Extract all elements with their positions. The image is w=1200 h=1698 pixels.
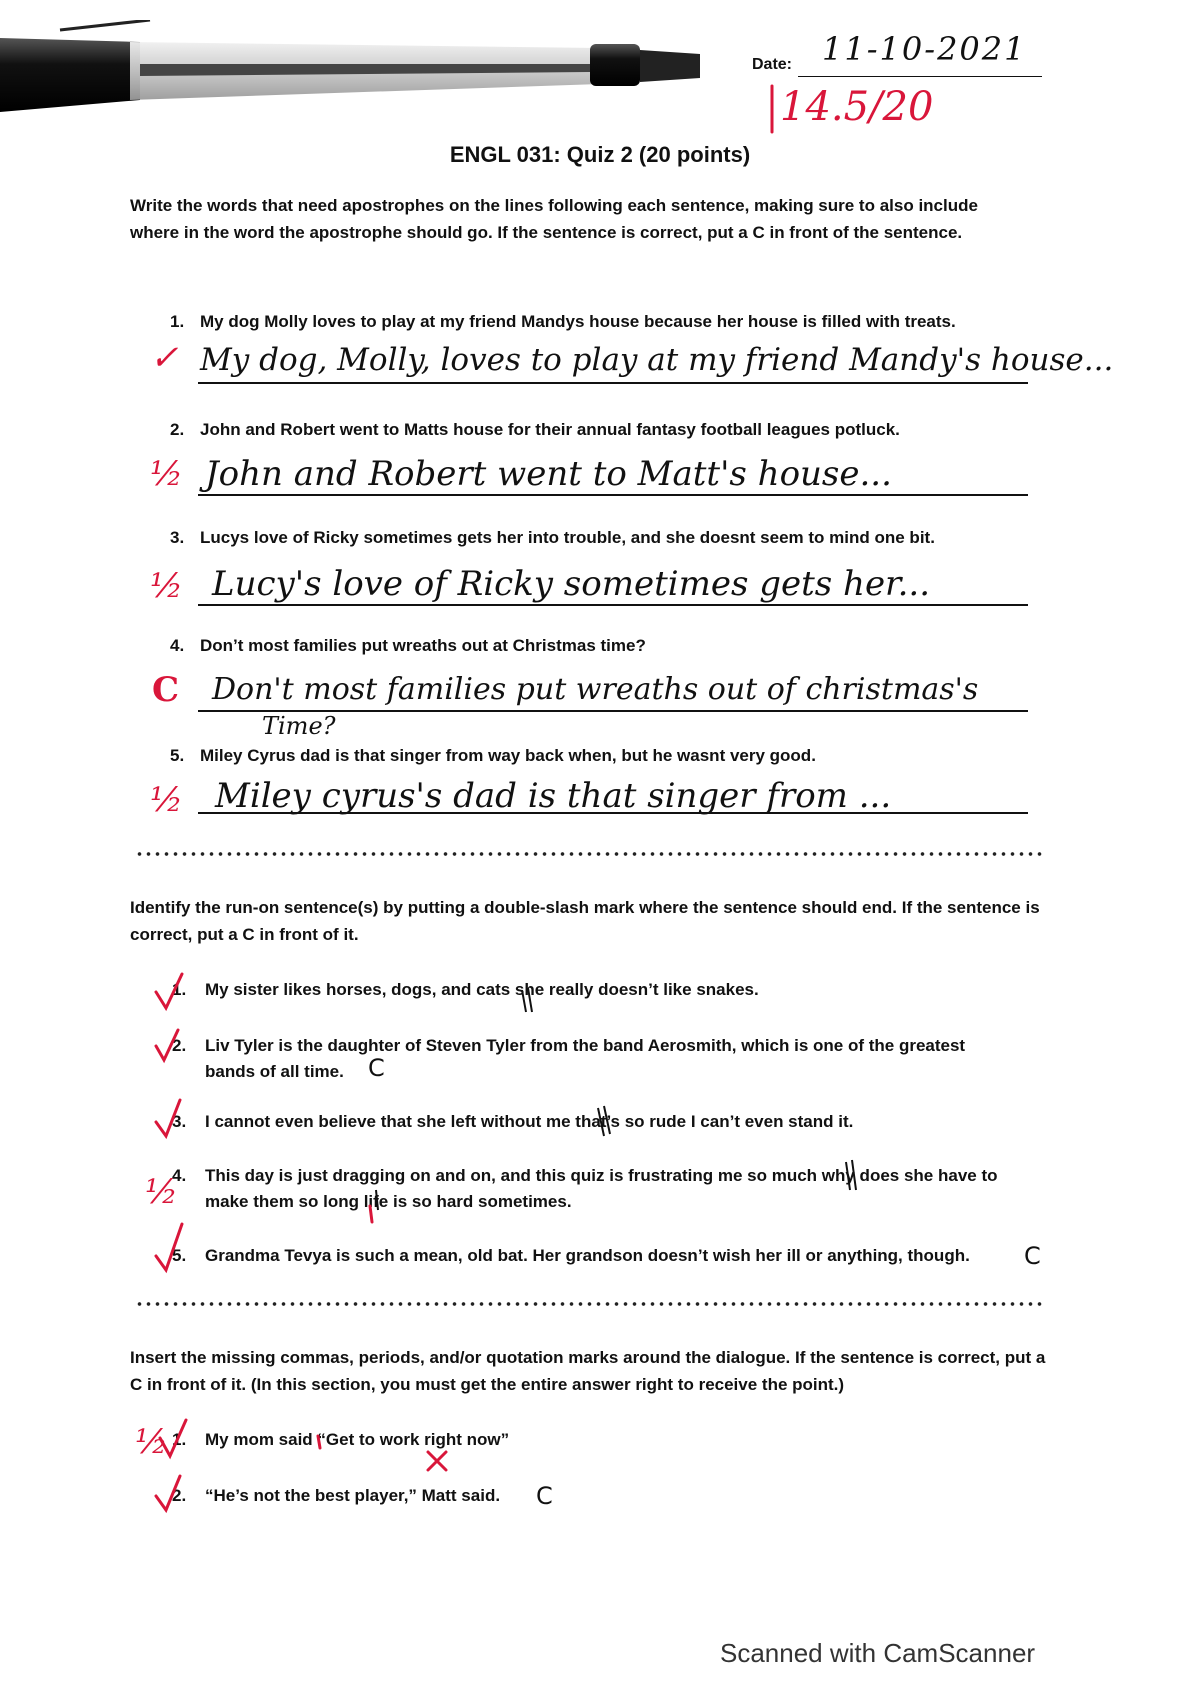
s3-item1-text: My mom said “Get to work right now”: [205, 1430, 510, 1449]
s1-item3-text: Lucys love of Ricky sometimes gets her into trouble, and she doesnt seem to mind one bit.: [200, 528, 935, 547]
s3-item1-check: [160, 1420, 186, 1456]
s2-item3-check: [156, 1100, 180, 1136]
s1-item5-number: 5.: [170, 746, 185, 765]
s3-item1-number: 1.: [172, 1430, 187, 1449]
section2-instructions: Identify the run-on sentence(s) by putting a double-slash mark where the sentence should end. If the sentence is correct, put a C in front of it.: [130, 898, 1040, 944]
s1-item1-grade: ✓: [150, 338, 179, 378]
s3-item2-text: “He’s not the best player,” Matt said.: [205, 1486, 501, 1505]
s3-item2-c-mark: C: [536, 1482, 553, 1510]
s1-item1-text: My dog Molly loves to play at my friend Mandys house because her house is filled with treats.: [200, 312, 956, 331]
s3-item1-grade: ½: [135, 1422, 168, 1462]
s2-item4-number: 4.: [172, 1166, 187, 1185]
s1-item5-grade: ½: [150, 780, 183, 820]
s1-item4-answer: Don't most families put wreaths out of christmas's: [212, 672, 979, 707]
s2-item1-text: My sister likes horses, dogs, and cats she really doesn’t like snakes.: [205, 980, 759, 999]
s3-comma-mark: [318, 1436, 320, 1448]
s2-item2-check: [156, 1030, 178, 1060]
s3-item2-check: [156, 1476, 180, 1510]
s1-item2-grade: ½: [150, 454, 183, 494]
s1-item3-answer: Lucy's love of Ricky sometimes gets her...: [212, 564, 931, 604]
s2-item4-caret: [370, 1206, 372, 1222]
s1-item3-grade: ½: [150, 566, 183, 606]
s2-item3-text: I cannot even believe that she left without me that’s so rude I can’t even stand it.: [205, 1112, 854, 1131]
s2-item5-number: 5.: [172, 1246, 187, 1265]
s1-item1-number: 1.: [170, 312, 185, 331]
s3-item2-number: 2.: [172, 1486, 187, 1505]
date-value: 11-10-2021: [822, 30, 1027, 68]
s2-item2-text-cont: bands of all time.: [205, 1062, 344, 1081]
s2-item4-single-slash: [376, 1190, 378, 1210]
s2-item2-c-mark: C: [368, 1054, 385, 1082]
s1-item4-text: Don’t most families put wreaths out at Christmas time?: [200, 636, 646, 655]
s2-item4-text: This day is just dragging on and on, and this quiz is frustrating me so much why does she have to: [205, 1166, 998, 1185]
s2-item4-double-slash: [846, 1160, 856, 1190]
s2-item1-number: 1.: [172, 980, 187, 999]
s1-item4-grade: C: [152, 670, 180, 710]
s1-item2-text: John and Robert went to Matts house for their annual fantasy football leagues potluck.: [200, 420, 900, 439]
section1-instructions: Write the words that need apostrophes on the lines following each sentence, making sure to also include where in the word the apostrophe should go. If the sentence is correct, put a C in front of the sentence.: [130, 196, 978, 242]
footer-watermark: Scanned with CamScanner: [720, 1638, 1036, 1668]
s1-item5-text: Miley Cyrus dad is that singer from way back when, but he wasnt very good.: [200, 746, 816, 765]
s2-item3-number: 3.: [172, 1112, 187, 1131]
s2-item4-grade: ½: [145, 1172, 178, 1212]
s1-item3-number: 3.: [170, 528, 185, 547]
s2-item5-c-mark: C: [1024, 1242, 1041, 1270]
s2-item2-text: Liv Tyler is the daughter of Steven Tyler from the band Aerosmith, which is one of the greatest: [205, 1036, 966, 1055]
page-title: ENGL 031: Quiz 2 (20 points): [449, 142, 751, 167]
s1-item2-answer: John and Robert went to Matt's house...: [205, 454, 892, 494]
s2-item4-text-cont: make them so long life is so hard sometimes.: [205, 1192, 572, 1211]
date-label: Date:: [752, 56, 793, 73]
section3-instructions: Insert the missing commas, periods, and/or quotation marks around the dialogue. If the sentence is correct, put a C in front of it. (In this section, you must get the entire answer right to receive the point.): [130, 1348, 1046, 1394]
s1-item4-number: 4.: [170, 636, 185, 655]
s2-item1-double-slash: [522, 988, 532, 1012]
s2-item2-number: 2.: [172, 1036, 187, 1055]
s2-item5-check: [156, 1224, 182, 1270]
s1-item1-answer: My dog, Molly, loves to play at my friend Mandy's house...: [200, 342, 1114, 378]
s2-item5-text: Grandma Tevya is such a mean, old bat. Her grandson doesn’t wish her ill or anything, though.: [205, 1246, 970, 1265]
s2-item3-double-slash: [598, 1106, 610, 1136]
s1-item5-answer: Miley cyrus's dad is that singer from ...: [215, 776, 892, 816]
score-mark: 14.5/20: [780, 84, 934, 130]
s1-item2-number: 2.: [170, 420, 185, 439]
s1-item4-answer-cont: Time?: [262, 712, 336, 740]
s2-item1-check: [156, 974, 182, 1008]
s3-cross-mark: [428, 1452, 446, 1470]
